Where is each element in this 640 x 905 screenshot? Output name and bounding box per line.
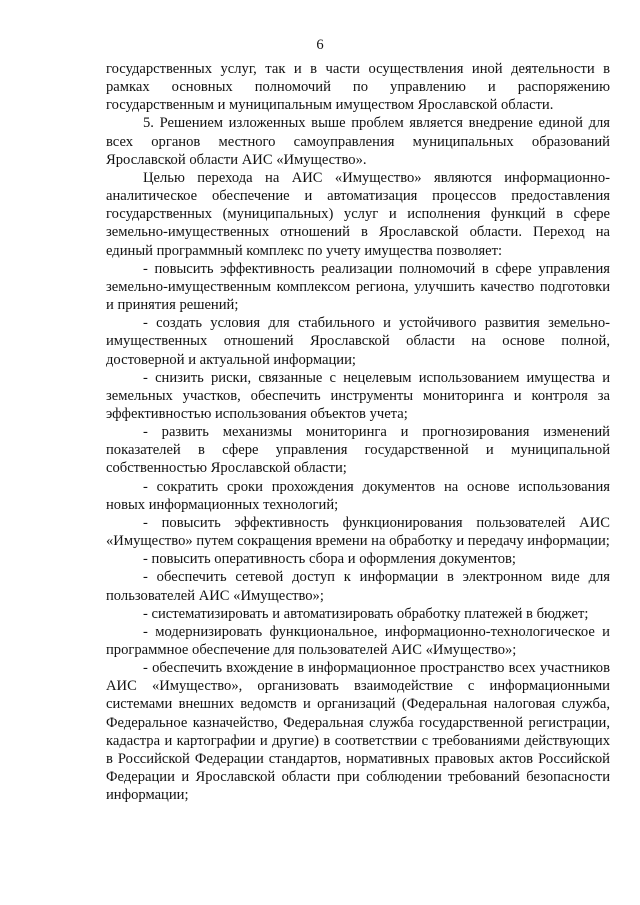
list-item: - повысить эффективность реализации полномочий в сфере управления земельно-имущественным комплексом региона, улучшить качество подготовки и принятия решений; <box>106 260 610 314</box>
list-item: - сократить сроки прохождения документов на основе использования новых информационных технологий; <box>106 478 610 513</box>
list-item: - развить механизмы мониторинга и прогнозирования изменений показателей в сфере управления государственной и муниципальной собственностью Ярославской области; <box>106 424 610 477</box>
paragraph-transition-goal: Целью перехода на АИС «Имущество» являются информационно-аналитическое обеспечение и автоматизация процессов предоставления государственных (муниципальных) услуг и исполнения функций в сфере земельно-имущественных отношений в Ярославской области. Переход на единый программный комплекс по учету имущества позволяет: <box>106 169 610 259</box>
list-item: - создать условия для стабильного и устойчивого развития земельно-имущественных отношений Ярославской области на основе полной, достоверной и актуальной информации; <box>106 315 610 368</box>
list-item: - обеспечить вхождение в информационное пространство всех участников АИС «Имущество», организовать взаимодействие с информационными системами внешних ведомств и организаций (Федеральная налоговая служба, Федеральное казначейство, Федеральная служба государственной регистрации, кадастра и картографии и другие) в соответствии с требованиями действующих в Российской Федерации стандартов, нормативных правовых актов Российской Федерации и Ярославской области при соблюдении требований безопасности информации; <box>106 660 610 804</box>
document-body <box>106 60 610 804</box>
page-number: 6 <box>316 37 324 53</box>
list-item: - повысить эффективность функционирования пользователей АИС «Имущество» путем сокращения времени на обработку и передачу информации; <box>106 514 610 550</box>
list-item: - модернизировать функциональное, информационно-технологическое и программное обеспечение для пользователей АИС «Имущество»; <box>106 623 610 658</box>
list-item: - снизить риски, связанные с нецелевым использованием имущества и земельных участков, обеспечить инструменты мониторинга и контроля за эффективностью использования объектов учета; <box>106 369 610 422</box>
paragraph-item-5: 5. Решением изложенных выше проблем является внедрение единой для всех органов местного самоуправления муниципальных образований Ярославской области АИС «Имущество». <box>106 115 610 168</box>
list-item: - систематизировать и автоматизировать обработку платежей в бюджет; <box>143 605 589 622</box>
list-item: - повысить оперативность сбора и оформления документов; <box>143 551 516 568</box>
paragraph-continuation: государственных услуг, так и в части осуществления иной деятельности в рамках основных полномочий по управлению и распоряжению государственным и муниципальным имуществом Ярославской области. <box>106 61 610 114</box>
list-item: - обеспечить сетевой доступ к информации в электронном виде для пользователей АИС «Имущество»; <box>106 569 610 604</box>
